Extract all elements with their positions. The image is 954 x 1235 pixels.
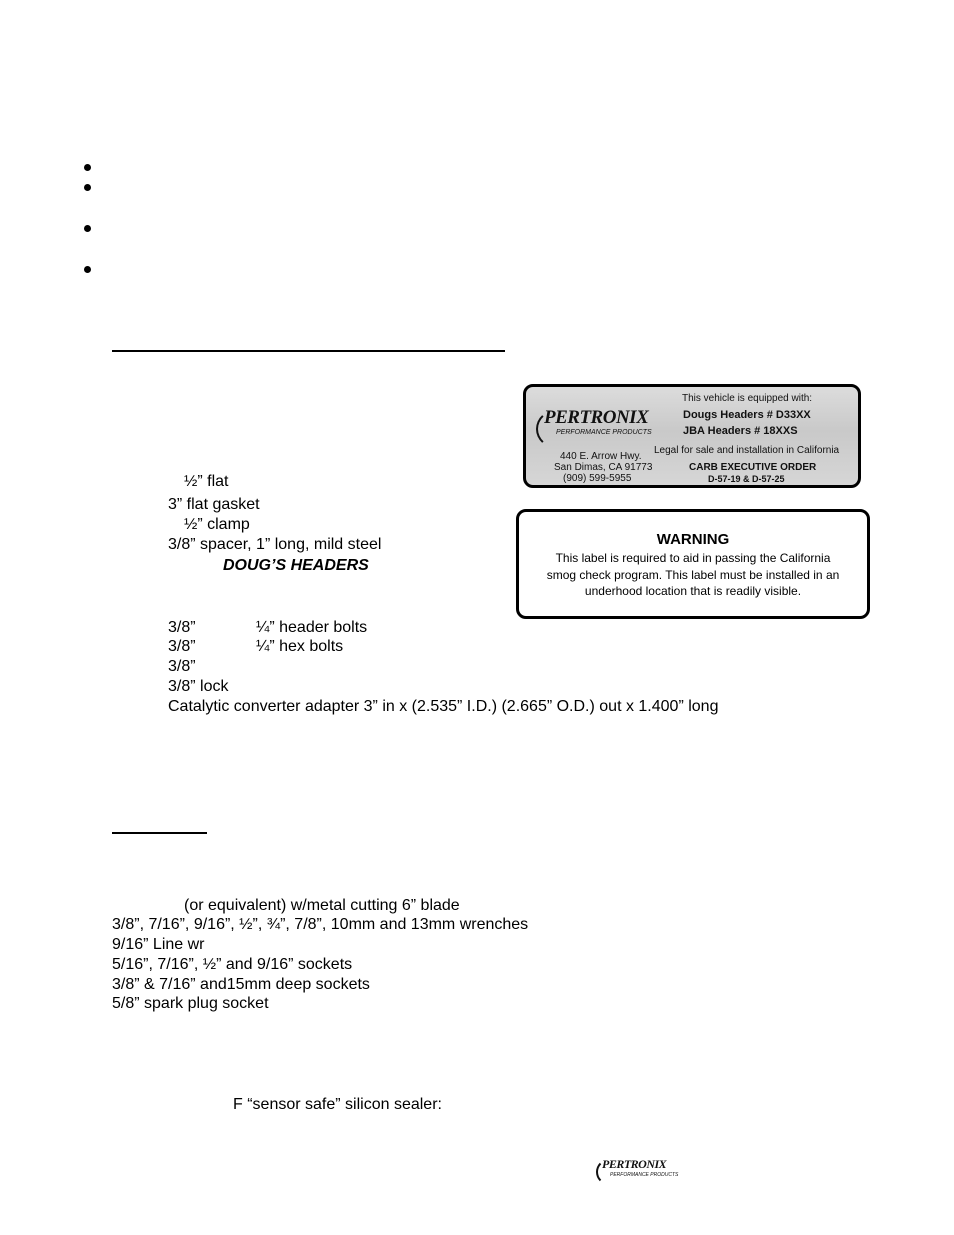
tools-item-wrenches: 3/8”, 7/16”, 9/16”, ½”, ¾”, 7/8”, 10mm and 13mm wrenches xyxy=(112,916,529,933)
carb-numbers: D-57-19 & D-57-25 xyxy=(708,474,785,484)
bullet-4 xyxy=(84,266,91,273)
address-line1: 440 E. Arrow Hwy. xyxy=(560,451,642,462)
header-item-2: JBA Headers # 18XXS xyxy=(683,425,798,437)
tools-item-saw: (or equivalent) w/metal cutting 6” blade xyxy=(184,897,460,914)
emissions-label xyxy=(523,384,861,488)
parts-item-header-bolt-size: 3/8” xyxy=(168,619,196,636)
warning-title: WARNING xyxy=(656,531,730,548)
parts-item-gasket: 3” flat gasket xyxy=(168,496,260,513)
warning-line3: underhood location that is readily visible. xyxy=(584,584,802,598)
sealer-line: F “sensor safe” silicon sealer: xyxy=(233,1096,442,1113)
tools-item-spark-plug-socket: 5/8” spark plug socket xyxy=(112,995,269,1012)
warning-line2: smog check program. This label must be installed in an xyxy=(546,568,840,582)
tools-item-sockets: 5/16”, 7/16”, ½” and 9/16” sockets xyxy=(112,956,353,973)
section-rule-parts xyxy=(112,350,505,352)
pertronix-logo: PERTRONIX xyxy=(544,407,649,428)
footer-logo xyxy=(596,1155,679,1187)
parts-item-size: 3/8” xyxy=(168,658,196,675)
footer-logo-sub: PERFORMANCE PRODUCTS xyxy=(610,1172,679,1178)
parts-item-hex-bolt-size: 3/8” xyxy=(168,638,196,655)
parts-item-lock: 3/8” lock xyxy=(168,678,229,695)
bullet-2 xyxy=(84,184,91,191)
parts-item-cat-adapter: Catalytic converter adapter 3” in x (2.535” I.D.) (2.665” O.D.) out x 1.400” long xyxy=(168,698,719,715)
legal-line: Legal for sale and installation in California xyxy=(654,445,840,456)
carb-title: CARB EXECUTIVE ORDER xyxy=(689,462,817,473)
equipped-line: This vehicle is equipped with: xyxy=(682,393,813,404)
parts-item-hex-bolts: ¼” hex bolts xyxy=(256,638,344,655)
bullet-3 xyxy=(84,225,91,232)
parts-brand-dougs-headers: DOUG’S HEADERS xyxy=(223,557,369,574)
address-line2: San Dimas, CA 91773 xyxy=(554,462,653,473)
pertronix-logo-sub: PERFORMANCE PRODUCTS xyxy=(556,429,652,436)
parts-item-flat: ½” flat xyxy=(184,473,229,490)
header-item-1: Dougs Headers # D33XX xyxy=(683,409,811,421)
section-rule-tools xyxy=(112,832,207,834)
warning-label xyxy=(516,509,870,619)
bullet-1 xyxy=(84,164,91,171)
tools-item-line-wrench: 9/16” Line wr xyxy=(112,936,205,953)
parts-item-spacer: 3/8” spacer, 1” long, mild steel xyxy=(168,536,382,553)
parts-item-clamp: ½” clamp xyxy=(184,516,250,533)
phone: (909) 599-5955 xyxy=(563,473,632,484)
parts-item-header-bolts: ¼” header bolts xyxy=(256,619,368,636)
footer-logo-word: PERTRONIX xyxy=(602,1157,667,1171)
tools-item-deep-sockets: 3/8” & 7/16” and15mm deep sockets xyxy=(112,976,370,993)
warning-line1: This label is required to aid in passing the California xyxy=(555,551,831,565)
